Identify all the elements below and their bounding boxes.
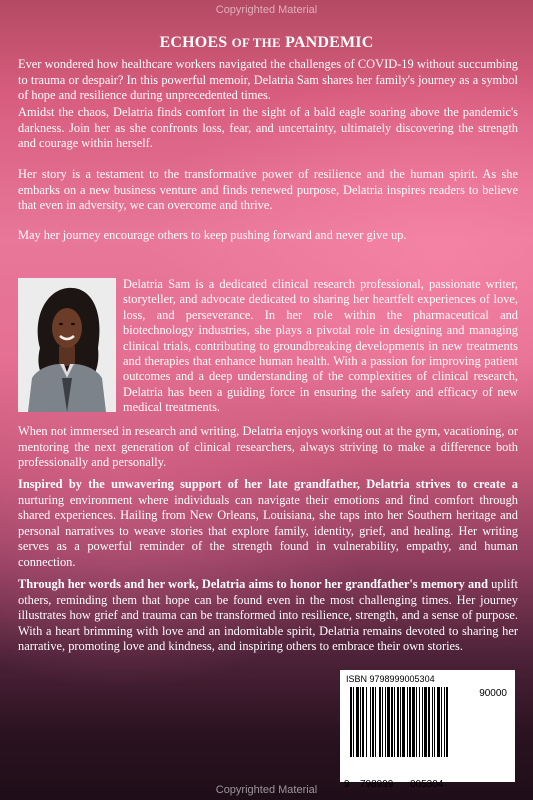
barcode-bar: [446, 687, 448, 757]
barcode-bar: [432, 687, 433, 757]
barcode-bar: [407, 687, 408, 757]
author-bio-paragraph-3: [18, 477, 518, 570]
price-code: 90000: [479, 688, 507, 699]
barcode-bar: [409, 687, 411, 757]
barcode-bar: [416, 687, 417, 757]
bio-paragraph-3-rest: nurturing environment where individuals can navigate their emotions and find comfort through shared experiences. Hailing from New Orleans, Louisiana, she taps into her Southern heritage and personal narratives to weave stories that explore family, identity, grief, and healing. Her writing serves as a powerful reminder of the strength found in vulnerability, empathy, and human connection.: [18, 492, 518, 569]
author-bio-paragraph-1: Delatria Sam is a dedicated clinical research professional, passionate writer, storyteller, and advocate dedicated to sharing her heartfelt experiences of love, loss, and perseverance. In her role within the pharmaceutical and biotechnology industries, she plays a pivotal role in designing and managing clinical trials, contributing to groundbreaking developments in new treatments and therapies that enhance human health. With a passion for improving patient outcomes and a deep understanding of the complexities of clinical research, Delatria has been a guiding force in ensuring the safety and efficacy of new medical treatments.: [123, 277, 518, 415]
watermark-top: Copyrighted Material: [215, 4, 318, 16]
author-bio-paragraph-4: [18, 577, 518, 655]
blurb-paragraph-1: Ever wondered how healthcare workers navigated the challenges of COVID-19 without succumbing to trauma or despair? In this powerful memoir, Delatria Sam shares her family's journey as a symbol of hope and resilience during unprecedented times.: [18, 57, 518, 102]
barcode-bar: [360, 687, 361, 757]
book-title: [0, 34, 533, 52]
bio-paragraph-4-lead: Through her words and her work, Delatria aims to honor her grandfather's memory and: [18, 577, 488, 591]
barcode-bar: [422, 687, 423, 757]
barcode-bar: [444, 687, 445, 757]
barcode-bar: [375, 687, 376, 757]
barcode-bar: [424, 687, 427, 757]
isbn-barcode: [340, 670, 515, 790]
title-part-pandemic: PANDEMIC: [285, 34, 374, 51]
blurb-paragraph-4: May her journey encourage others to keep pushing forward and never give up.: [18, 228, 407, 242]
author-bio-paragraph-2: When not immersed in research and writing, Delatria enjoys working out at the gym, vacationing, or mentoring the next generation of clinical researchers, always striving to make a difference both professionally and personally.: [18, 424, 518, 469]
title-part-of-the: OF THE: [231, 35, 281, 50]
barcode-bar: [366, 687, 367, 757]
isbn-label: ISBN 9798999005304: [346, 674, 435, 684]
barcode-bar: [362, 687, 364, 757]
title-part-echoes: ECHOES: [159, 34, 228, 51]
barcode-bar: [394, 687, 395, 757]
blurb-paragraph-2: Amidst the chaos, Delatria finds comfort in the sight of a bald eagle soaring above the pandemic's darkness. Join her as she confronts loss, fear, and uncertainty, ultimately discovering the strength and courage within herself.: [18, 105, 518, 150]
barcode-digit-group-1: 798999: [360, 779, 394, 790]
barcode-bar: [353, 687, 354, 757]
barcode-bar: [382, 687, 383, 757]
barcode-bar: [370, 687, 371, 757]
blurb-paragraph-3: Her story is a testament to the transformative power of resilience and the human spirit. As she embarks on a new business venture and finds renewed purpose, Delatria inspires readers to believe that even in adversity, we can overcome and thrive.: [18, 167, 518, 212]
barcode-bar: [437, 687, 440, 757]
barcode-bar: [387, 687, 390, 757]
barcode-digit-group-2: 005304: [410, 779, 444, 790]
barcode-bar: [428, 687, 430, 757]
barcode-bars: [348, 685, 508, 765]
barcode-bar: [372, 687, 374, 757]
author-portrait-illustration: [18, 278, 116, 412]
barcode-bar: [385, 687, 386, 757]
barcode-bar: [434, 687, 435, 757]
bio-paragraph-3-lead: Inspired by the unwavering support of her late grandfather, Delatria strives to create a: [18, 477, 518, 491]
barcode-bar: [400, 687, 401, 757]
barcode-bar: [412, 687, 415, 757]
barcode-bar: [356, 687, 359, 757]
bio-paragraph-4-rest: uplift others, reminding them that hope can be found even in the most challenging times. Her journey illustrates how grief and trauma can be transformed into resilience, strength, and a sense of purpose. With a heart brimming with love and an indomitable spirit, Delatria remains devoted to sharing her narrative, promoting love and kindness, and inspiring others to embrace their own stories.: [18, 577, 518, 653]
watermark-bottom: Copyrighted Material: [215, 784, 318, 796]
barcode-bar: [419, 687, 420, 757]
barcode-bar: [379, 687, 381, 757]
barcode-digit-lead: 9: [344, 779, 350, 790]
barcode-bar: [441, 687, 442, 757]
barcode-bar: [350, 687, 352, 757]
barcode-bar: [391, 687, 393, 757]
author-photo: [18, 278, 116, 412]
barcode-bar: [402, 687, 405, 757]
barcode-bar: [397, 687, 399, 757]
